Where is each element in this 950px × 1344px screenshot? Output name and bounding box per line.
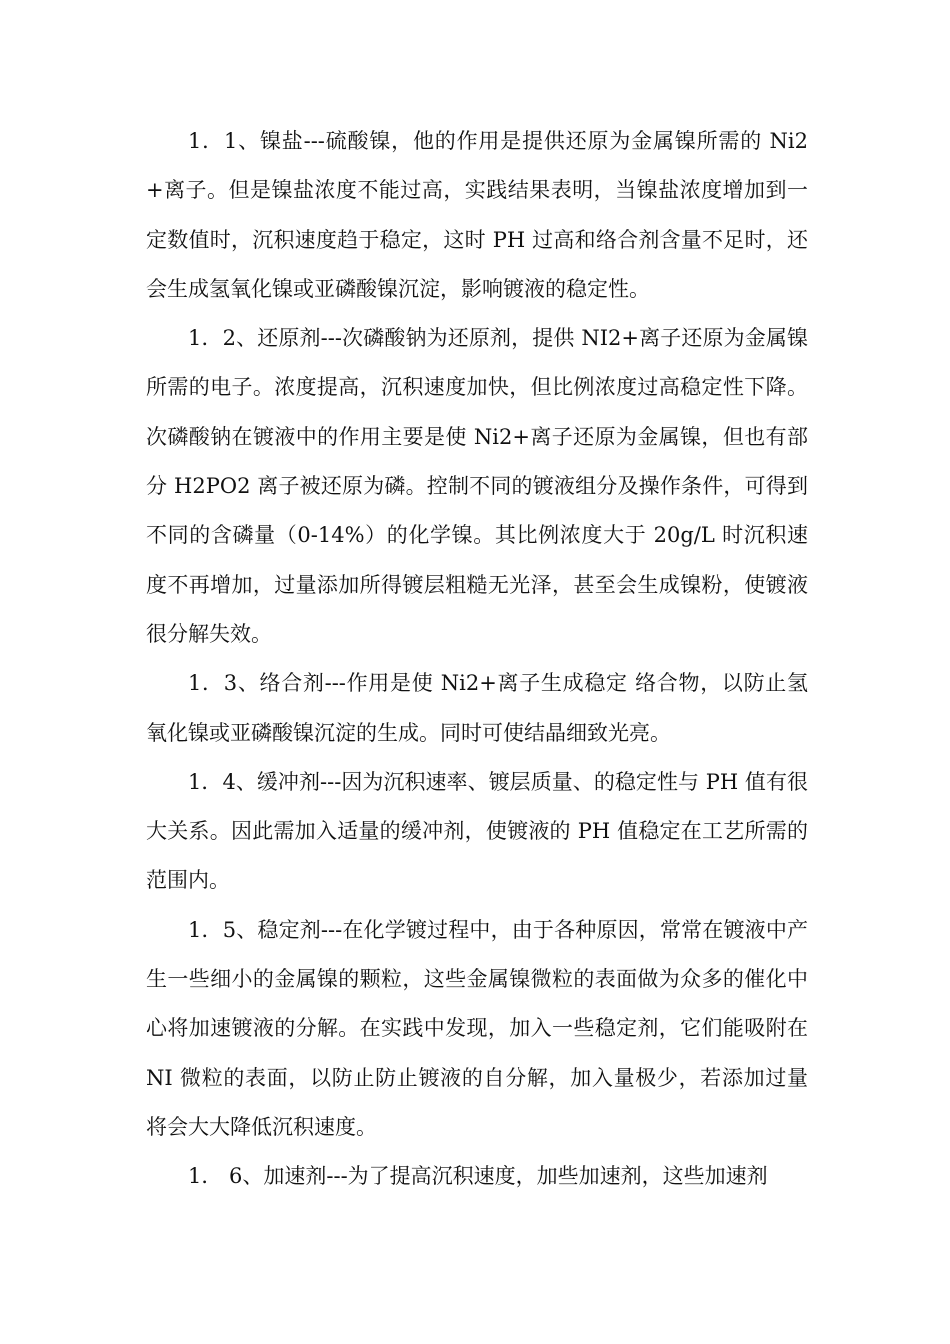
document-body <box>146 117 808 1202</box>
paragraph-complexing-agent: 1．3、络合剂---作用是使 Ni2+离子生成稳定 络合物，以防止氢氧化镍或亚磷酸镍沉淀的生成。同时可使结晶细致光亮。 <box>146 671 808 745</box>
paragraph-buffer: 1．4、缓冲剂---因为沉积速率、镀层质量、的稳定性与 PH 值有很大关系。因此需加入适量的缓冲剂，使镀液的 PH 值稳定在工艺所需的范围内。 <box>146 769 808 893</box>
paragraph-reducing-agent: 1．2、还原剂---次磷酸钠为还原剂，提供 NI2+离子还原为金属镍所需的电子。浓度提高，沉积速度加快，但比例浓度过高稳定性下降。次磷酸钠在镀液中的作用主要是使 Ni2+离子还原为金属镍，但也有部分 H2PO2 离子被还原为磷。控制不同的镀液组分及操作条件，可得到不同的含磷量（0-14%）的化学镍。其比例浓度大于 20g/L 时沉积速度不再增加，过量添加所得镀层粗糙无光泽，甚至会生成镍粉，使镀液很分解失效。 <box>146 326 808 646</box>
paragraph-stabilizer: 1．5、稳定剂---在化学镀过程中，由于各种原因，常常在镀液中产生一些细小的金属镍的颗粒，这些金属镍微粒的表面做为众多的催化中心将加速镀液的分解。在实践中发现，加入一些稳定剂，它们能吸附在 NI 微粒的表面，以防止防止镀液的自分解，加入量极少，若添加过量将会大大降低沉积速度。 <box>146 917 808 1139</box>
paragraph-nickel-salt: 1．1、镍盐---硫酸镍，他的作用是提供还原为金属镍所需的 Ni2+离子。但是镍盐浓度不能过高，实践结果表明，当镍盐浓度增加到一定数值时，沉积速度趋于稳定，这时 PH 过高和络合剂含量不足时，还会生成氢氧化镍或亚磷酸镍沉淀，影响镀液的稳定性。 <box>146 129 808 301</box>
paragraph-accelerator: 1． 6、加速剂---为了提高沉积速度，加些加速剂，这些加速剂 <box>188 1164 768 1189</box>
